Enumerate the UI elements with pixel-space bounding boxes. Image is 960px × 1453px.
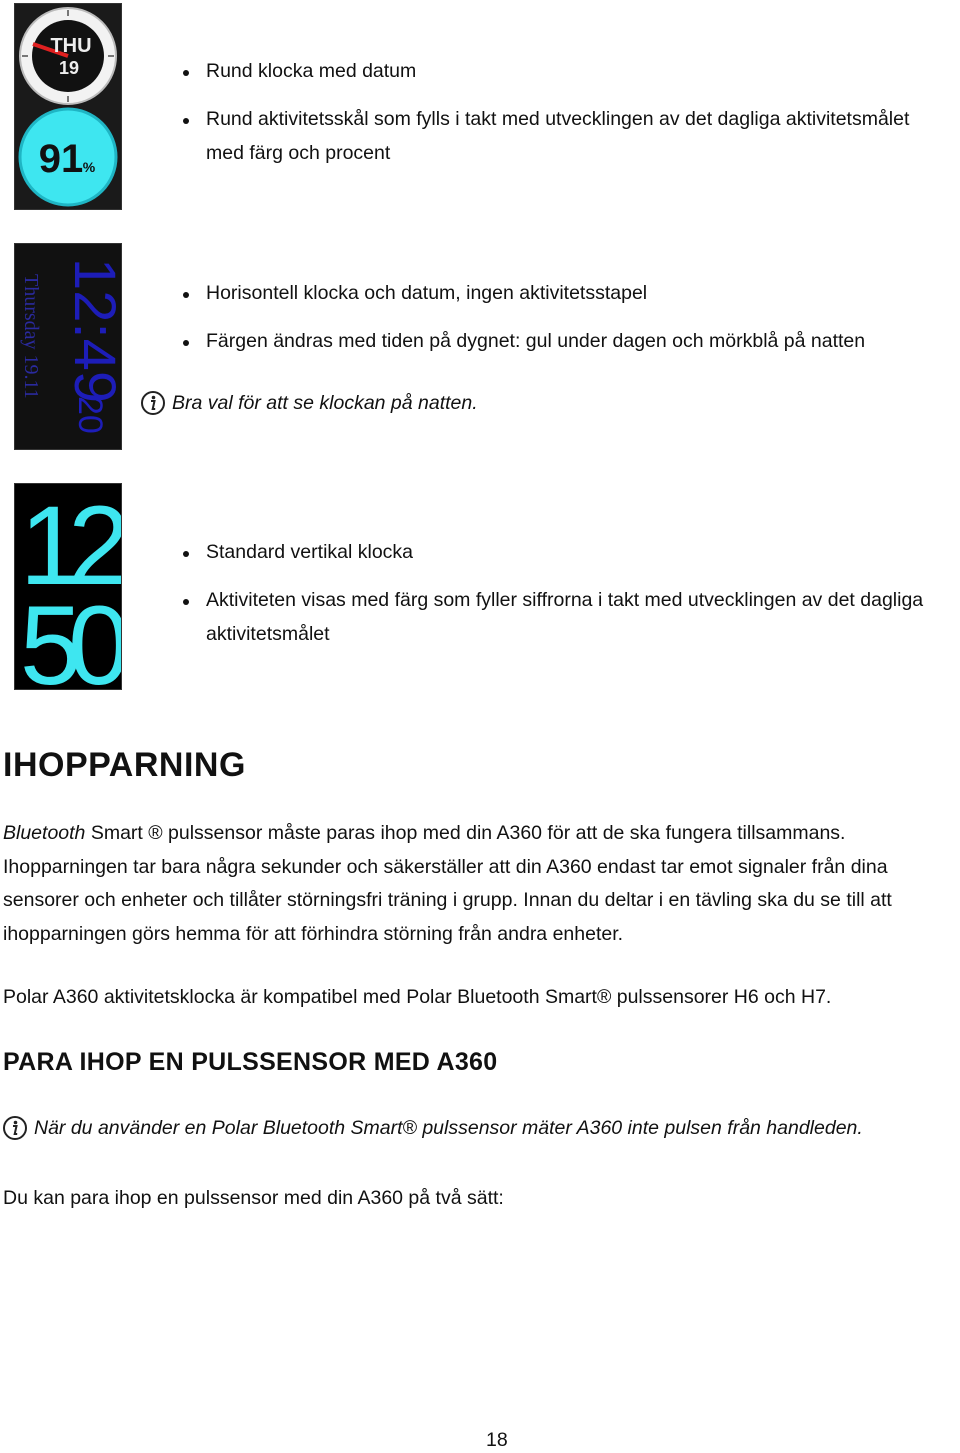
watch-minutes: 50 [19, 583, 117, 689]
note-text: När du använder en Polar Bluetooth Smart® pulssensor mäter A360 inte pulsen från handleden. [34, 1117, 863, 1139]
pairing-methods-paragraph: Du kan para ihop en pulssensor med din A360 på två sätt: [3, 1187, 504, 1209]
info-icon [140, 390, 166, 416]
watch-seconds: 20 [71, 396, 109, 434]
activity-percent: 91 [38, 137, 84, 181]
list-item: Färgen ändras med tiden på dygnet: gul under dagen och mörkblå på natten [180, 324, 865, 358]
list-item [180, 583, 923, 651]
watch-date: 19 [58, 58, 80, 78]
page-number: 18 [486, 1429, 508, 1451]
watch-date-text: Thursday 19.11 [20, 274, 42, 399]
pairing-paragraph [3, 817, 953, 951]
percent-sign: % [82, 159, 96, 175]
watch-day: THU [50, 35, 92, 57]
paragraph-line: sensorer och enheter och tillåter störningsfri träning i grupp. Innan du deltar i en tävling ska du se till att [3, 889, 892, 911]
list-item: Standard vertikal klocka [180, 535, 923, 569]
list-item: Horisontell klocka och datum, ingen aktivitetsstapel [180, 276, 865, 310]
watch-face-vertical-image [14, 483, 122, 690]
subsection-title: PARA IHOP EN PULSSENSOR MED A360 [3, 1048, 498, 1076]
list-item-line: med färg och procent [206, 142, 391, 164]
list-item: Rund klocka med datum [180, 54, 909, 88]
list-item-line: Aktiviteten visas med färg som fyller siffrorna i takt med utvecklingen av det dagliga [206, 589, 924, 611]
watch3-feature-list [180, 535, 923, 665]
watch-face-horizontal-image [14, 243, 122, 450]
horizontal-watch-graphic [15, 244, 121, 449]
list-item-line: Rund aktivitetsskål som fylls i takt med utvecklingen av det dagliga aktivitetsmålet [206, 108, 910, 130]
note-text: Bra val för att se klockan på natten. [172, 392, 478, 414]
list-item-line: aktivitetsmålet [206, 623, 330, 645]
info-icon [2, 1115, 28, 1141]
watch2-feature-list [180, 276, 865, 372]
section-title: IHOPPARNING [3, 746, 246, 784]
paragraph-line: Smart ® pulssensor måste paras ihop med din A360 för att de ska fungera tillsammans. [85, 822, 846, 844]
watch-hours: 12 [19, 484, 117, 608]
watch-time: 12:49 [62, 258, 121, 404]
night-tip-note [140, 388, 478, 418]
paragraph-line: Ihopparningen tar bara några sekunder och säkerställer att din A360 endast tar emot signaler från dina [3, 855, 888, 878]
compatibility-paragraph: Polar A360 aktivitetsklocka är kompatibel med Polar Bluetooth Smart® pulssensorer H6 och H7. [3, 986, 832, 1008]
wrist-hr-note [2, 1113, 863, 1143]
round-watch-graphic [15, 4, 121, 209]
paragraph-line: ihopparningen görs hemma för att förhindra störning från andra enheter. [3, 922, 624, 945]
vertical-watch-graphic [15, 484, 121, 689]
bluetooth-italic: Bluetooth [3, 822, 86, 844]
watch1-feature-list [180, 54, 909, 184]
watch-face-round-image [14, 3, 122, 210]
list-item [180, 102, 909, 170]
